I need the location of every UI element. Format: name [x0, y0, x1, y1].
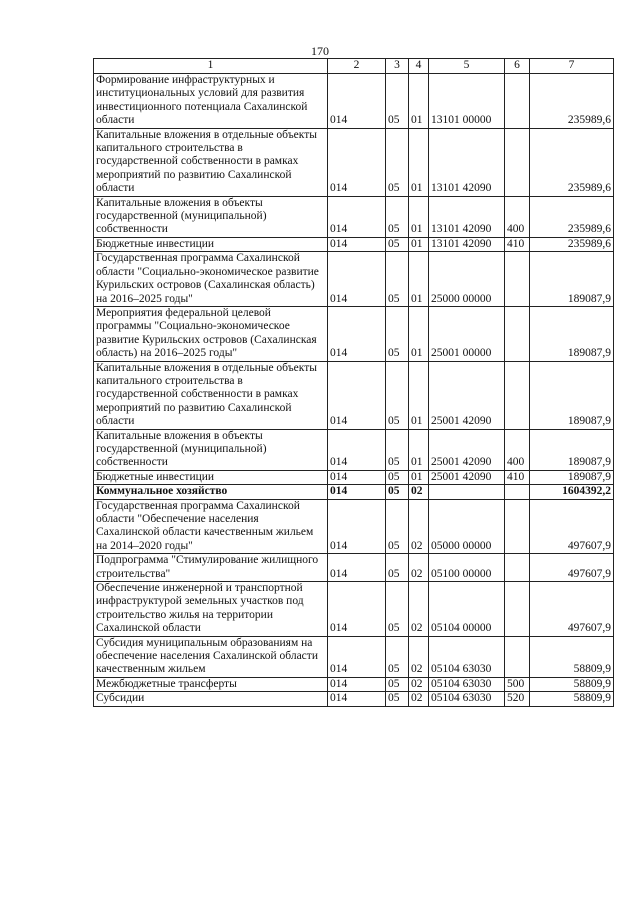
subsection-code-cell: 02	[409, 582, 429, 637]
row-name-cell: Государственная программа Сахалинской области "Обеспечение населения Сахалинской области качественным жильем на 2014–2020 годы"	[94, 499, 328, 554]
subsection-code-cell: 01	[409, 429, 429, 470]
header-cell-4: 4	[409, 59, 429, 74]
chapter-code-cell: 014	[328, 429, 386, 470]
header-cell-1: 1	[94, 59, 328, 74]
expense-type-cell	[505, 499, 530, 554]
table-body	[94, 74, 614, 707]
row-name-cell: Субсидия муниципальным образованиям на обеспечение населения Сахалинской области качественным жильем	[94, 636, 328, 677]
amount-cell: 58809,9	[530, 636, 614, 677]
header-cell-7: 7	[530, 59, 614, 74]
amount-cell: 189087,9	[530, 361, 614, 429]
amount-cell: 189087,9	[530, 429, 614, 470]
target-article-cell: 13101 42090	[429, 128, 505, 196]
expense-type-cell: 400	[505, 196, 530, 237]
section-code-cell: 05	[386, 499, 409, 554]
section-code-cell: 05	[386, 429, 409, 470]
subsection-code-cell: 01	[409, 252, 429, 307]
table-row	[94, 470, 614, 484]
table-row	[94, 429, 614, 470]
section-code-cell: 05	[386, 196, 409, 237]
expense-type-cell: 520	[505, 692, 530, 706]
target-article-cell: 13101 42090	[429, 196, 505, 237]
row-name-cell: Капитальные вложения в объекты государственной (муниципальной) собственности	[94, 196, 328, 237]
target-article-cell: 25000 00000	[429, 252, 505, 307]
amount-cell: 497607,9	[530, 499, 614, 554]
amount-cell: 235989,6	[530, 237, 614, 251]
amount-cell: 497607,9	[530, 582, 614, 637]
subsection-code-cell: 01	[409, 306, 429, 361]
table-row	[94, 499, 614, 554]
table-row	[94, 306, 614, 361]
amount-cell: 235989,6	[530, 196, 614, 237]
header-cell-3: 3	[386, 59, 409, 74]
header-cell-5: 5	[429, 59, 505, 74]
expense-type-cell: 500	[505, 677, 530, 691]
table-row	[94, 128, 614, 196]
target-article-cell: 25001 42090	[429, 470, 505, 484]
subsection-code-cell: 02	[409, 636, 429, 677]
expense-type-cell	[505, 361, 530, 429]
amount-cell: 235989,6	[530, 74, 614, 129]
subsection-code-cell: 01	[409, 470, 429, 484]
expense-type-cell	[505, 582, 530, 637]
expense-type-cell	[505, 306, 530, 361]
row-name-cell: Подпрограмма "Стимулирование жилищного строительства"	[94, 554, 328, 582]
target-article-cell: 05104 00000	[429, 582, 505, 637]
table-row	[94, 677, 614, 691]
target-article-cell: 25001 42090	[429, 429, 505, 470]
chapter-code-cell: 014	[328, 692, 386, 706]
target-article-cell: 25001 00000	[429, 306, 505, 361]
row-name-cell: Бюджетные инвестиции	[94, 470, 328, 484]
amount-cell: 235989,6	[530, 128, 614, 196]
row-name-cell: Мероприятия федеральной целевой программы "Социально-экономическое развитие Курильских островов (Сахалинская область) на 2016–2025 годы"	[94, 306, 328, 361]
chapter-code-cell: 014	[328, 237, 386, 251]
chapter-code-cell: 014	[328, 361, 386, 429]
target-article-cell: 25001 42090	[429, 361, 505, 429]
expense-type-cell	[505, 636, 530, 677]
section-code-cell: 05	[386, 74, 409, 129]
row-name-cell: Государственная программа Сахалинской области "Социально-экономическое развитие Курильских островов (Сахалинская область) на 2016–2025 годы"	[94, 252, 328, 307]
chapter-code-cell: 014	[328, 128, 386, 196]
amount-cell: 189087,9	[530, 470, 614, 484]
table-row	[94, 361, 614, 429]
amount-cell: 189087,9	[530, 252, 614, 307]
row-name-cell: Субсидии	[94, 692, 328, 706]
subsection-code-cell: 01	[409, 128, 429, 196]
section-code-cell: 05	[386, 582, 409, 637]
amount-cell: 58809,9	[530, 692, 614, 706]
section-code-cell: 05	[386, 128, 409, 196]
chapter-code-cell: 014	[328, 499, 386, 554]
section-code-cell: 05	[386, 554, 409, 582]
subsection-code-cell: 02	[409, 554, 429, 582]
chapter-code-cell: 014	[328, 554, 386, 582]
expense-type-cell: 410	[505, 470, 530, 484]
subsection-code-cell: 02	[409, 692, 429, 706]
header-row	[94, 59, 614, 74]
target-article-cell: 05104 63030	[429, 677, 505, 691]
row-name-cell: Коммунальное хозяйство	[94, 485, 328, 499]
section-code-cell: 05	[386, 361, 409, 429]
expense-type-cell	[505, 128, 530, 196]
target-article-cell	[429, 485, 505, 499]
section-code-cell: 05	[386, 252, 409, 307]
target-article-cell: 05100 00000	[429, 554, 505, 582]
section-code-cell: 05	[386, 485, 409, 499]
section-code-cell: 05	[386, 692, 409, 706]
table-row	[94, 74, 614, 129]
target-article-cell: 13101 42090	[429, 237, 505, 251]
table-row	[94, 582, 614, 637]
table-row	[94, 692, 614, 706]
expense-type-cell	[505, 554, 530, 582]
amount-cell: 58809,9	[530, 677, 614, 691]
amount-cell: 189087,9	[530, 306, 614, 361]
header-cell-6: 6	[505, 59, 530, 74]
row-name-cell: Формирование инфраструктурных и институциональных условий для развития инвестиционного потенциала Сахалинской области	[94, 74, 328, 129]
subsection-code-cell: 02	[409, 485, 429, 499]
table-row	[94, 554, 614, 582]
subsection-code-cell: 02	[409, 677, 429, 691]
section-code-cell: 05	[386, 237, 409, 251]
chapter-code-cell: 014	[328, 252, 386, 307]
chapter-code-cell: 014	[328, 196, 386, 237]
row-name-cell: Капитальные вложения в объекты государственной (муниципальной) собственности	[94, 429, 328, 470]
chapter-code-cell: 014	[328, 485, 386, 499]
expense-type-cell: 400	[505, 429, 530, 470]
section-code-cell: 05	[386, 470, 409, 484]
chapter-code-cell: 014	[328, 677, 386, 691]
expense-type-cell	[505, 252, 530, 307]
amount-cell: 497607,9	[530, 554, 614, 582]
table-row	[94, 237, 614, 251]
table-row	[94, 196, 614, 237]
row-name-cell: Капитальные вложения в отдельные объекты капитального строительства в государственной собственности в рамках мероприятий по развитию Сахалинской области	[94, 128, 328, 196]
expense-type-cell	[505, 74, 530, 129]
subsection-code-cell: 01	[409, 196, 429, 237]
target-article-cell: 05104 63030	[429, 636, 505, 677]
row-name-cell: Бюджетные инвестиции	[94, 237, 328, 251]
page-number: 170	[311, 44, 329, 58]
table-row	[94, 485, 614, 499]
row-name-cell: Обеспечение инженерной и транспортной инфраструктурой земельных участков под строительство жилья на территории Сахалинской области	[94, 582, 328, 637]
section-code-cell: 05	[386, 636, 409, 677]
chapter-code-cell: 014	[328, 306, 386, 361]
header-cell-2: 2	[328, 59, 386, 74]
expense-type-cell: 410	[505, 237, 530, 251]
target-article-cell: 05104 63030	[429, 692, 505, 706]
subsection-code-cell: 01	[409, 237, 429, 251]
table-row	[94, 252, 614, 307]
subsection-code-cell: 01	[409, 361, 429, 429]
target-article-cell: 05000 00000	[429, 499, 505, 554]
subsection-code-cell: 02	[409, 499, 429, 554]
section-code-cell: 05	[386, 677, 409, 691]
budget-table	[93, 58, 614, 707]
chapter-code-cell: 014	[328, 470, 386, 484]
subsection-code-cell: 01	[409, 74, 429, 129]
table-row	[94, 636, 614, 677]
chapter-code-cell: 014	[328, 636, 386, 677]
row-name-cell: Межбюджетные трансферты	[94, 677, 328, 691]
expense-type-cell	[505, 485, 530, 499]
chapter-code-cell: 014	[328, 582, 386, 637]
section-code-cell: 05	[386, 306, 409, 361]
amount-cell: 1604392,2	[530, 485, 614, 499]
chapter-code-cell: 014	[328, 74, 386, 129]
row-name-cell: Капитальные вложения в отдельные объекты капитального строительства в государственной собственности в рамках мероприятий по развитию Сахалинской области	[94, 361, 328, 429]
target-article-cell: 13101 00000	[429, 74, 505, 129]
